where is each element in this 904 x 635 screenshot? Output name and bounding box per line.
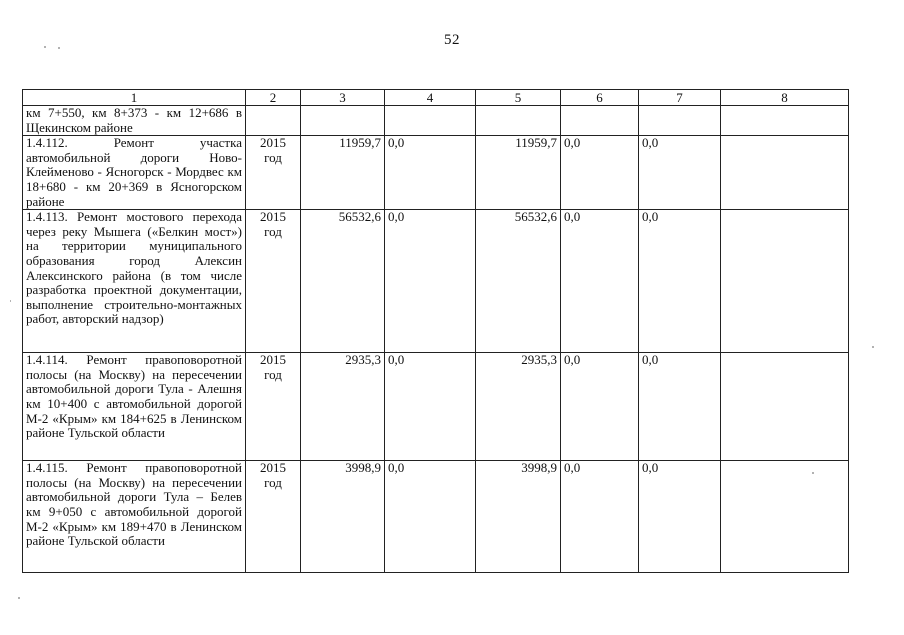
row-year: 2015 год (246, 136, 301, 210)
header-cell: 8 (721, 90, 849, 106)
scan-speck (10, 300, 11, 302)
row-col3 (301, 106, 385, 136)
header-cell: 1 (23, 90, 246, 106)
row-col4: 0,0 (385, 136, 476, 210)
row-description: 1.4.113. Ремонт мостового перехода через реку Мышега («Белкин мост») на территории муниципального образования город Алексин Алексинского района (в том числе разработка проектной документации, выполнение строительно-монтажных работ, авторский надзор) (23, 210, 246, 353)
row-col6: 0,0 (561, 353, 639, 461)
row-col3: 56532,6 (301, 210, 385, 353)
row-col8 (721, 210, 849, 353)
scan-speck (18, 597, 20, 599)
row-col3: 3998,9 (301, 461, 385, 573)
row-year (246, 106, 301, 136)
scan-speck (812, 472, 814, 474)
header-cell: 4 (385, 90, 476, 106)
row-col5: 56532,6 (476, 210, 561, 353)
row-col5: 3998,9 (476, 461, 561, 573)
row-col5 (476, 106, 561, 136)
row-col7: 0,0 (639, 461, 721, 573)
row-col8 (721, 353, 849, 461)
row-col4 (385, 106, 476, 136)
row-col6 (561, 106, 639, 136)
table-row (23, 353, 849, 461)
row-col5: 11959,7 (476, 136, 561, 210)
header-cell: 6 (561, 90, 639, 106)
row-description: км 7+550, км 8+373 - км 12+686 в Щекинском районе (23, 106, 246, 136)
row-year: 2015 год (246, 210, 301, 353)
row-year: 2015 год (246, 353, 301, 461)
row-col6: 0,0 (561, 136, 639, 210)
row-year: 2015 год (246, 461, 301, 573)
row-col3: 11959,7 (301, 136, 385, 210)
data-table (22, 89, 849, 573)
header-cell: 2 (246, 90, 301, 106)
table-row (23, 461, 849, 573)
row-col3: 2935,3 (301, 353, 385, 461)
scan-speck (872, 346, 874, 348)
row-col8 (721, 136, 849, 210)
header-cell: 3 (301, 90, 385, 106)
header-cell: 5 (476, 90, 561, 106)
table-row (23, 106, 849, 136)
row-col8 (721, 461, 849, 573)
row-col7: 0,0 (639, 210, 721, 353)
header-cell: 7 (639, 90, 721, 106)
row-col7: 0,0 (639, 353, 721, 461)
row-col5: 2935,3 (476, 353, 561, 461)
row-col4: 0,0 (385, 353, 476, 461)
row-col6: 0,0 (561, 461, 639, 573)
row-col6: 0,0 (561, 210, 639, 353)
row-col8 (721, 106, 849, 136)
scan-speck (44, 46, 46, 48)
row-col7: 0,0 (639, 136, 721, 210)
row-col4: 0,0 (385, 461, 476, 573)
page-number: 52 (444, 32, 460, 48)
scan-speck (58, 47, 60, 49)
row-description: 1.4.115. Ремонт правоповоротной полосы (на Москву) на пересечении автомобильной дороги Тула – Белев км 9+050 с автомобильной дорогой М-2 «Крым» км 189+470 в Ленинском районе Тульской области (23, 461, 246, 573)
header-row (23, 90, 849, 106)
table-row (23, 210, 849, 353)
row-description: 1.4.114. Ремонт правоповоротной полосы (на Москву) на пересечении автомобильной дороги Тула - Алешня км 10+400 с автомобильной дорогой М-2 «Крым» км 184+625 в Ленинском районе Тульской области (23, 353, 246, 461)
row-col7 (639, 106, 721, 136)
row-col4: 0,0 (385, 210, 476, 353)
row-description: 1.4.112. Ремонт участка автомобильной дороги Ново-Клейменово - Ясногорск - Мордвес км 18+680 - км 20+369 в Ясногорском районе (23, 136, 246, 210)
table-row (23, 136, 849, 210)
